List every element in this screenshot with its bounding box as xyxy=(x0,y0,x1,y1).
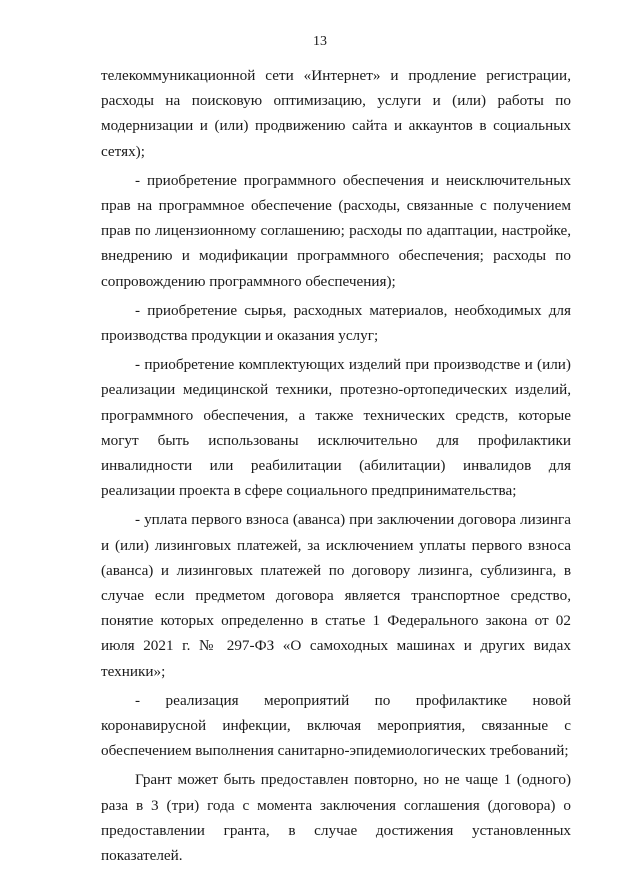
paragraph-components: - приобретение комплектующих изделий при производстве и (или) реализации медицинской техники, протезно-ортопедических изделий, программного обеспечения, а также технических средств, которые могут быть использованы исключительно для профилактики инвалидности или реабилитации (абилитации) инвалидов для реализации проекта в сфере социального предпринимательства; xyxy=(101,356,571,500)
document-body xyxy=(101,63,571,868)
paragraph-grant-repeat: Грант может быть предоставлен повторно, но не чаще 1 (одного) раза в 3 (три) года с момента заключения соглашения (договора) о предоставлении гранта, в случае достижения установленных показателей. xyxy=(101,771,571,865)
page-number: 13 xyxy=(313,34,327,49)
paragraph-leasing: - уплата первого взноса (аванса) при заключении договора лизинга и (или) лизинговых платежей, за исключением уплаты первого взноса (аванса) и лизинговых платежей по договору лизинга, сублизинга, в случае если предметом договора является транспортное средство, понятие которых определенно в статье 1 Федерального закона от 02 июля 2021 г. № 297-ФЗ «О самоходных машинах и других видах техники»; xyxy=(101,511,571,680)
paragraph-raw-materials: - приобретение сырья, расходных материалов, необходимых для производства продукции и оказания услуг; xyxy=(101,301,571,345)
paragraph-software-purchase: - приобретение программного обеспечения и неисключительных прав на программное обеспечение (расходы, связанные с получением прав по лицензионному соглашению; расходы по адаптации, настройке, внедрению и модификации программного обеспечения; расходы по сопровождению программного обеспечения); xyxy=(101,171,571,290)
paragraph-covid-measures: - реализация мероприятий по профилактике новой коронавирусной инфекции, включая мероприятия, связанные с обеспечением выполнения санитарно-эпидемиологических требований; xyxy=(101,691,571,760)
paragraph-continuation: телекоммуникационной сети «Интернет» и продление регистрации, расходы на поисковую оптимизацию, услуги и (или) работы по модернизации и (или) продвижению сайта и аккаунтов в социальных сетях); xyxy=(101,67,571,160)
